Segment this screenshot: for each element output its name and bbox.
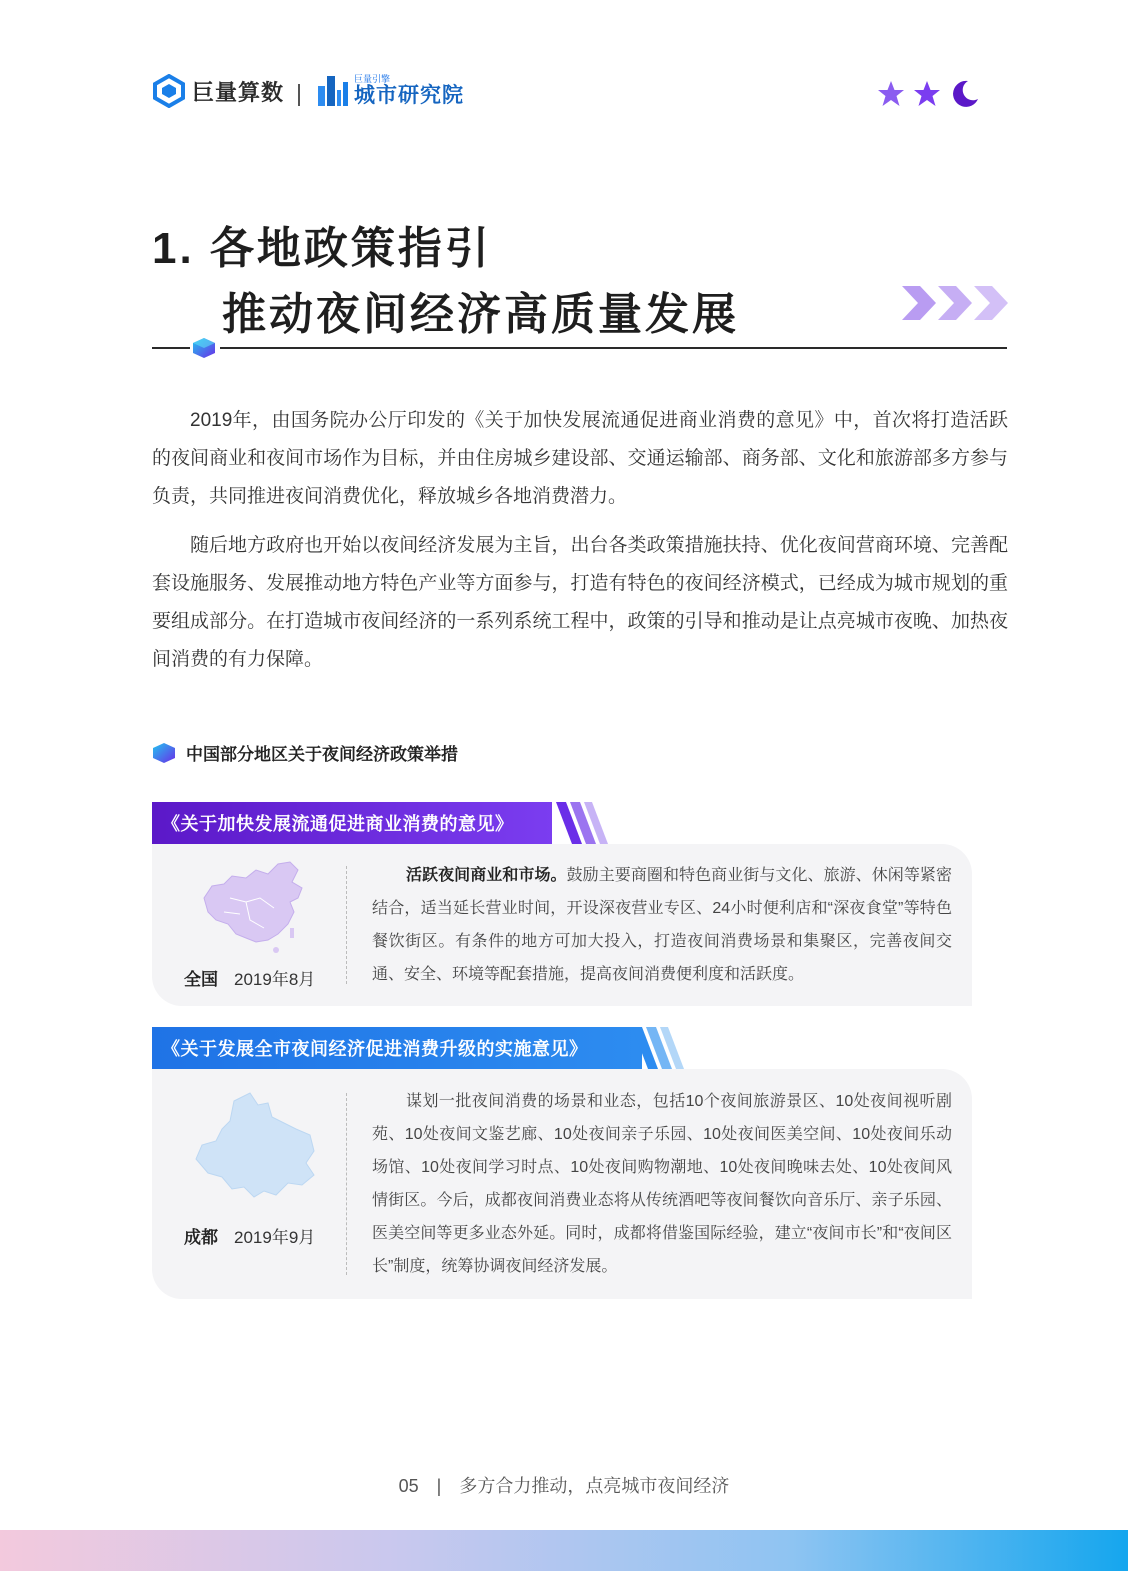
- policy-description-text: 鼓励主要商圈和特色商业街与文化、旅游、休闲等紧密结合，适当延长营业时间，开设深夜营业专区、24小时便利店和“深夜食堂”等特色餐饮街区。有条件的地方可加大投入，打造夜间消费场景和集聚区，完善夜间交通、安全、环境等配套措施，提高夜间消费便利度和活跃度。: [372, 867, 952, 983]
- logo2-small-text: 巨量引擎: [354, 74, 391, 84]
- section-label-text: 中国部分地区关于夜间经济政策举措: [186, 745, 458, 764]
- city-institute-logo: [316, 72, 464, 108]
- policy-card-chengdu: [152, 1069, 972, 1299]
- intro-paragraph-1: 2019年，由国务院办公厅印发的《关于加快发展流通促进商业消费的意见》中，首次将打造活跃的夜间商业和夜间市场作为目标，并由住房城乡建设部、交通运输部、商务部、文化和旅游部多方参与负责，共同推进夜间消费优化，释放城乡各地消费潜力。: [152, 410, 1008, 507]
- page-number: 05: [398, 1476, 419, 1496]
- cube-icon: [152, 742, 176, 764]
- bottom-gradient-bar: [0, 1530, 1128, 1571]
- moon-icon: [948, 78, 980, 110]
- juliang-suanshu-logo: [152, 74, 284, 108]
- stars-moon-decoration: [876, 78, 980, 110]
- title-rule-right: [220, 347, 1007, 349]
- banner-stripes-decoration: [552, 802, 608, 844]
- policy-region: [184, 1223, 315, 1248]
- page-footer: [0, 1472, 1128, 1498]
- china-map-icon: [194, 858, 312, 958]
- card-divider: [346, 1093, 347, 1275]
- policy-banner-title: 《关于发展全市夜间经济促进消费升级的实施意见》: [162, 1039, 588, 1059]
- region-name: 全国: [184, 970, 218, 989]
- cube-icon: [192, 337, 216, 359]
- policy-banner-chengdu: [152, 1027, 642, 1069]
- policy-description: [372, 859, 952, 991]
- star-icon: [912, 79, 942, 109]
- city-buildings-icon: [316, 72, 350, 108]
- policy-region: [184, 965, 315, 990]
- logo1-text: 巨量算数: [192, 79, 285, 105]
- region-name: 成都: [184, 1228, 218, 1247]
- suanshu-logo-icon: [152, 74, 186, 108]
- star-icon: [876, 79, 906, 109]
- page-title-line2: 推动夜间经济高质量发展: [222, 290, 739, 339]
- policy-description: 谋划一批夜间消费的场景和业态，包括10个夜间旅游景区、10处夜间视听剧苑、10处夜间文鉴艺廊、10处夜间亲子乐园、10处夜间医美空间、10处夜间乐动场馆、10处夜间学习时点、10处夜间购物潮地、10处夜间晚味去处、10处夜间风情街区。今后，成都夜间消费业态将从传统酒吧等夜间餐饮向音乐厅、亲子乐园、医美空间等更多业态外延。同时，成都将借鉴国际经验，建立“夜间市长”和“夜间区长”制度，统筹协调夜间经济发展。: [372, 1093, 952, 1275]
- title-rule-left: [152, 347, 190, 349]
- policy-date: 2019年9月: [234, 1228, 316, 1247]
- page-title-line1: 1. 各地政策指引: [152, 224, 492, 273]
- logo2-text: 城市研究院: [354, 84, 464, 107]
- intro-paragraph-2: 随后地方政府也开始以夜间经济发展为主旨，出台各类政策措施扶持、优化夜间营商环境、完善配套设施服务、发展推动地方特色产业等方面参与，打造有特色的夜间经济模式，已经成为城市规划的重要组成部分。在打造城市夜间经济的一系列系统工程中，政策的引导和推动是让点亮城市夜晚、加热夜间消费的有力保障。: [152, 535, 1008, 670]
- policy-highlight: 活跃夜间商业和市场。: [406, 867, 567, 884]
- footer-text: 多方合力推动，点亮城市夜间经济: [459, 1476, 730, 1496]
- chengdu-map-icon: [192, 1091, 318, 1201]
- header-separator: [298, 84, 300, 106]
- footer-separator: |: [436, 1476, 442, 1496]
- card-divider: [346, 866, 347, 984]
- policy-card-national: [152, 844, 972, 1006]
- section-label: [152, 740, 458, 765]
- policy-banner-title: 《关于加快发展流通促进商业消费的意见》: [162, 814, 514, 834]
- chevrons-decoration: [902, 284, 1010, 322]
- policy-date: 2019年8月: [234, 970, 316, 989]
- banner-stripes-decoration: [628, 1027, 684, 1069]
- policy-banner-national: [152, 802, 552, 844]
